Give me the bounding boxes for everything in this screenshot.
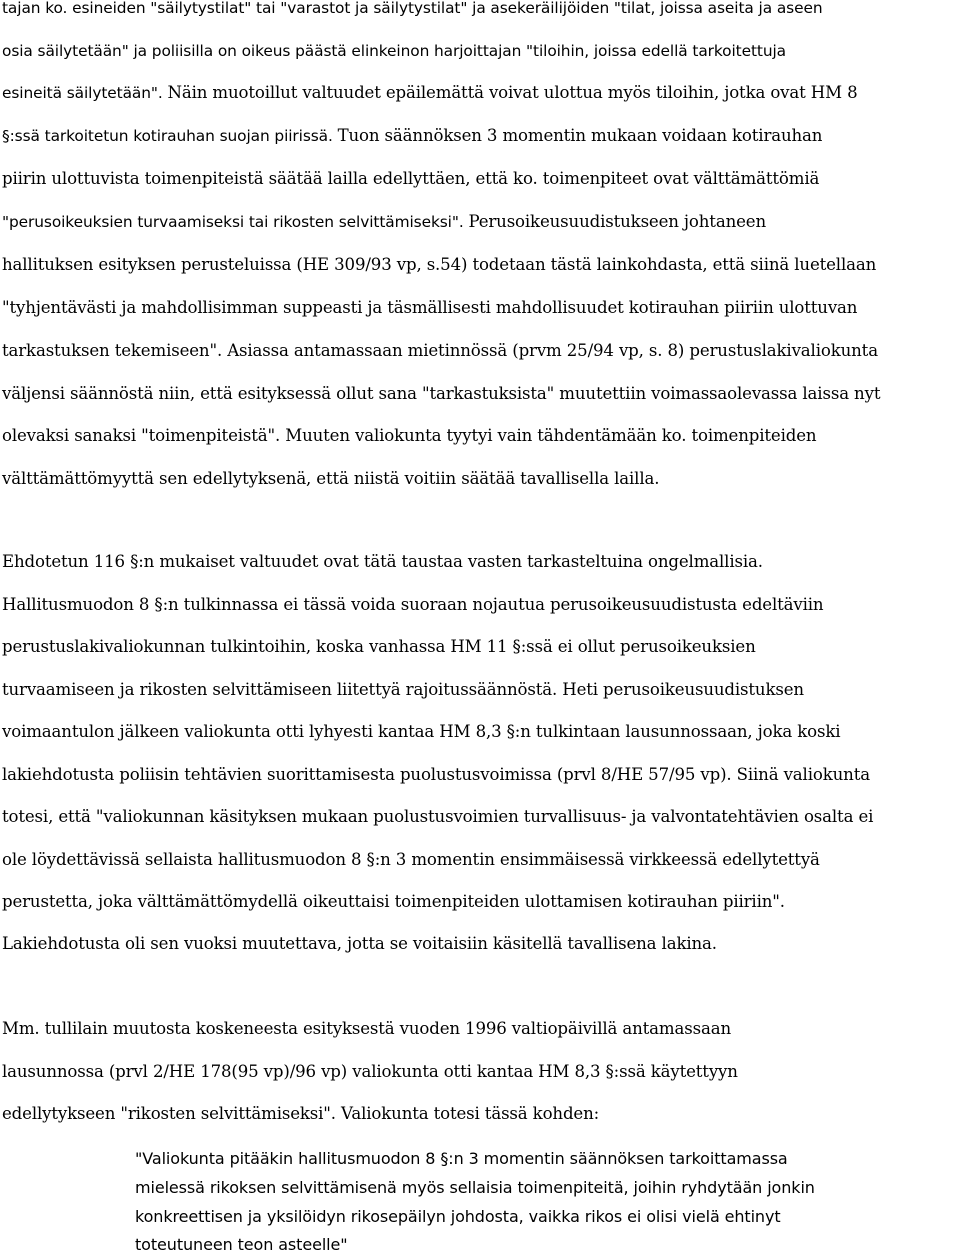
text-line: piirin ulottuvista toimenpiteistä säätää lailla edellyttäen, että ko. toimenpiteet ovat välttämättömiä bbox=[2, 169, 820, 188]
text-line: väljensi säännöstä niin, että esityksessä ollut sana "tarkastuksista" muutettiin voimassaolevassa laissa nyt bbox=[2, 384, 881, 403]
text-line: hallituksen esityksen perusteluissa (HE 309/93 vp, s.54) todetaan tästä lainkohdasta, että siinä luetellaan bbox=[2, 255, 877, 274]
text-fragment: "perusoikeuksien turvaamiseksi tai rikosten selvittämiseksi". bbox=[2, 213, 469, 231]
text-line: edellytykseen "rikosten selvittämiseksi". Valiokunta totesi tässä kohden: bbox=[2, 1104, 600, 1123]
text-line: lakiehdotusta poliisin tehtävien suorittamisesta puolustusvoimissa (prvl 8/HE 57/95 vp). Siinä valiokunta bbox=[2, 765, 870, 784]
quote-line: konkreettisen ja yksilöidyn rikosepäilyn johdosta, vaikka rikos ei olisi vielä ehtinyt bbox=[135, 1207, 781, 1226]
text-line bbox=[2, 82, 858, 104]
text-line bbox=[2, 211, 766, 233]
text-line: totesi, että "valiokunnan käsityksen mukaan puolustusvoimien turvallisuus- ja valvontatehtävien osalta ei bbox=[2, 807, 874, 826]
quote-line: mielessä rikoksen selvittämisenä myös sellaisia toimenpiteitä, joihin ryhdytään jonkin bbox=[135, 1178, 815, 1197]
text-line: lausunnossa (prvl 2/HE 178(95 vp)/96 vp) valiokunta otti kantaa HM 8,3 §:ssä käytettyyn bbox=[2, 1062, 738, 1081]
text-line: tarkastuksen tekemiseen". Asiassa antamassaan mietinnössä (prvm 25/94 vp, s. 8) perustuslakivaliokunta bbox=[2, 341, 878, 360]
text-line: perustuslakivaliokunnan tulkintoihin, koska vanhassa HM 11 §:ssä ei ollut perusoikeuksien bbox=[2, 637, 756, 656]
text-line: Mm. tullilain muutosta koskeneesta esityksestä vuoden 1996 valtiopäivillä antamassaan bbox=[2, 1019, 731, 1038]
text-line: Ehdotetun 116 §:n mukaiset valtuudet ovat tätä taustaa vasten tarkasteltuina ongelmallisia. bbox=[2, 552, 763, 571]
text-fragment: Tuon säännöksen 3 momentin mukaan voidaan kotirauhan bbox=[337, 126, 823, 145]
text-line: Hallitusmuodon 8 §:n tulkinnassa ei tässä voida suoraan nojautua perusoikeusuudistusta edeltäviin bbox=[2, 595, 824, 614]
text-fragment: esineitä säilytetään". bbox=[2, 84, 168, 102]
text-fragment: Näin muotoillut valtuudet epäilemättä voivat ulottua myös tiloihin, jotka ovat HM 8 bbox=[167, 83, 858, 102]
text-line: osia säilytetään" ja poliisilla on oikeus päästä elinkeinon harjoittajan "tiloihin, joissa edellä tarkoitettuja bbox=[2, 42, 786, 60]
text-line: välttämättömyyttä sen edellytyksenä, että niistä voitiin säätää tavallisella lailla. bbox=[2, 469, 660, 488]
text-line: ole löydettävissä sellaista hallitusmuodon 8 §:n 3 momentin ensimmäisessä virkkeessä edellytettyä bbox=[2, 850, 820, 869]
quote-line: "Valiokunta pitääkin hallitusmuodon 8 §:n 3 momentin säännöksen tarkoittamassa bbox=[135, 1149, 788, 1168]
text-line: turvaamiseen ja rikosten selvittämiseen liitettyä rajoitussäännöstä. Heti perusoikeusuudistuksen bbox=[2, 680, 804, 699]
quote-line: toteutuneen teon asteelle" bbox=[135, 1235, 348, 1254]
text-line bbox=[2, 125, 822, 147]
text-line: "tyhjentävästi ja mahdollisimman suppeasti ja täsmällisesti mahdollisuudet kotirauhan piiriin ulottuvan bbox=[2, 298, 858, 317]
text-fragment: Perusoikeusuudistukseen johtaneen bbox=[468, 212, 766, 231]
text-line: olevaksi sanaksi "toimenpiteistä". Muuten valiokunta tyytyi vain tähdentämään ko. toimenpiteiden bbox=[2, 426, 817, 445]
text-line: Lakiehdotusta oli sen vuoksi muutettava, jotta se voitaisiin käsitellä tavallisena lakina. bbox=[2, 934, 717, 953]
text-line: perustetta, joka välttämättömydellä oikeuttaisi toimenpiteiden ulottamisen kotirauhan piiriin". bbox=[2, 892, 785, 911]
text-line: voimaantulon jälkeen valiokunta otti lyhyesti kantaa HM 8,3 §:n tulkintaan lausunnossaan, joka koski bbox=[2, 722, 841, 741]
text-fragment: §:ssä tarkoitetun kotirauhan suojan piirissä. bbox=[2, 127, 338, 145]
text-line: tajan ko. esineiden "säilytystilat" tai "varastot ja säilytystilat" ja asekeräilijöiden "tilat, joissa aseita ja aseen bbox=[2, 0, 823, 17]
